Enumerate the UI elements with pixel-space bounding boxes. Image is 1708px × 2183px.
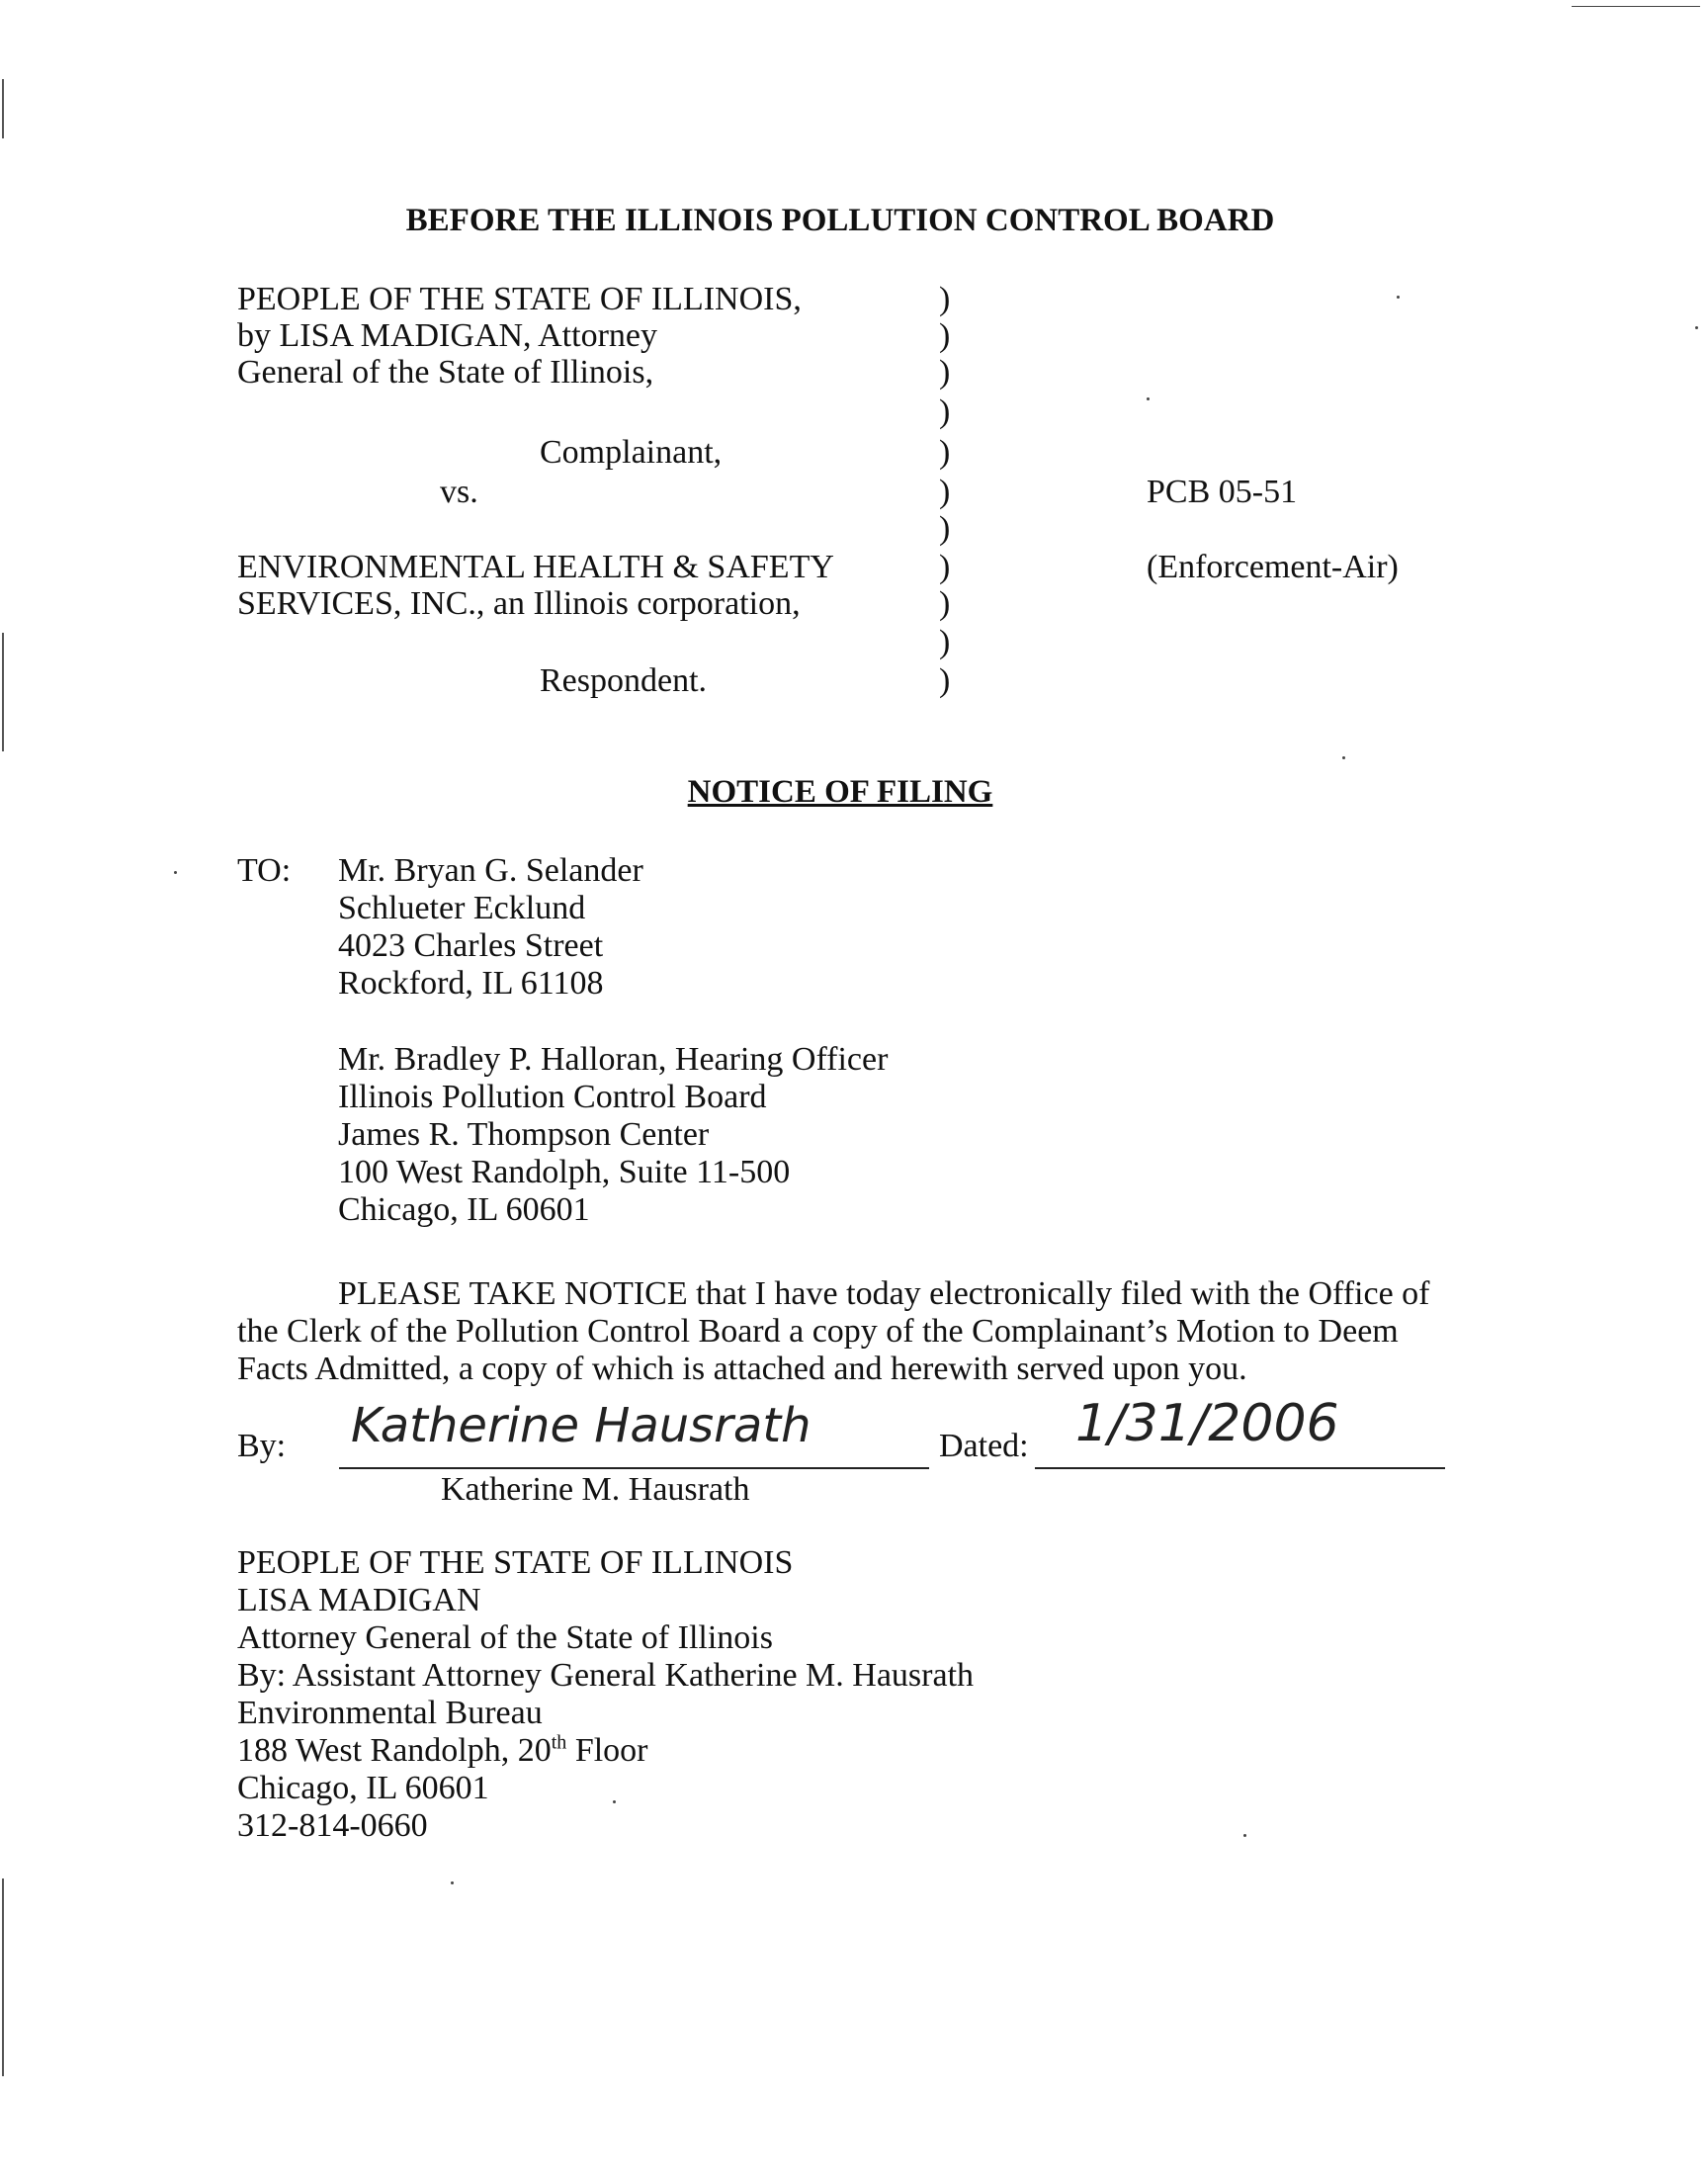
notice-title: NOTICE OF FILING [687, 774, 993, 810]
caption-paren: ) [939, 393, 951, 430]
caption-paren: ) [939, 474, 951, 510]
printed-name: Katherine M. Hausrath [441, 1471, 750, 1508]
signature-block-line: By: Assistant Attorney General Katherine M. Hausrath [237, 1657, 975, 1694]
caption-paren: ) [939, 434, 951, 471]
scan-speck [451, 1881, 454, 1884]
respondent-line: SERVICES, INC., an Illinois corporation, [237, 585, 801, 622]
complainant-role: Complainant, [540, 434, 723, 471]
complainant-line: by LISA MADIGAN, Attorney [237, 317, 657, 354]
recipient-line: Rockford, IL 61108 [338, 965, 604, 1002]
recipient-line: Illinois Pollution Control Board [338, 1079, 767, 1115]
caption-paren: ) [939, 510, 951, 547]
respondent-line: ENVIRONMENTAL HEALTH & SAFETY [237, 549, 834, 585]
address-sup: th [551, 1731, 567, 1754]
scan-speck [1397, 296, 1400, 299]
signature-block-line: Attorney General of the State of Illinois [237, 1619, 773, 1656]
caption-paren: ) [939, 662, 951, 699]
signature-block-line: LISA MADIGAN [237, 1582, 481, 1618]
case-type: (Enforcement-Air) [1147, 549, 1399, 585]
caption-paren: ) [939, 354, 951, 391]
versus-label: vs. [440, 474, 478, 510]
scan-margin-line [2, 633, 4, 751]
recipient-line: Chicago, IL 60601 [338, 1191, 590, 1228]
by-label: By: [237, 1428, 287, 1464]
signature-line [339, 1467, 929, 1469]
caption-paren: ) [939, 585, 951, 622]
scan-speck [1695, 326, 1698, 329]
scan-speck [613, 1800, 616, 1803]
case-number: PCB 05-51 [1147, 474, 1298, 510]
respondent-role: Respondent. [540, 662, 708, 699]
scan-margin-line [2, 79, 4, 138]
court-title: BEFORE THE ILLINOIS POLLUTION CONTROL BOARD [405, 203, 1275, 238]
scan-speck [1342, 756, 1345, 759]
scan-speck [174, 871, 177, 874]
dated-label: Dated: [939, 1428, 1029, 1464]
signature-block-phone: 312-814-0660 [237, 1807, 428, 1844]
recipient-line: Mr. Bryan G. Selander [338, 852, 643, 889]
handwritten-signature: Katherine Hausrath [351, 1398, 811, 1453]
recipient-line: James R. Thompson Center [338, 1116, 710, 1153]
recipient-line: Mr. Bradley P. Halloran, Hearing Officer [338, 1041, 889, 1078]
signature-block-address [237, 1731, 648, 1769]
scan-margin-line [2, 1878, 4, 2076]
notice-body: PLEASE TAKE NOTICE that I have today electronically filed with the Office of the Clerk of the Pollution Control Board a copy of the Complainant’s Motion to Deem Facts Admitted, a copy of which is attached and herewith served upon you. [237, 1275, 1430, 1387]
address-prefix: 188 West Randolph, 20 [237, 1732, 552, 1769]
caption-paren: ) [939, 624, 951, 660]
signature-block-city: Chicago, IL 60601 [237, 1770, 489, 1806]
caption-paren: ) [939, 549, 951, 585]
complainant-line: PEOPLE OF THE STATE OF ILLINOIS, [237, 281, 802, 317]
recipient-line: 100 West Randolph, Suite 11-500 [338, 1154, 791, 1190]
signature-block-line: PEOPLE OF THE STATE OF ILLINOIS [237, 1544, 794, 1581]
address-suffix: Floor [566, 1732, 648, 1769]
caption-paren: ) [939, 317, 951, 354]
handwritten-date: 1/31/2006 [1075, 1394, 1339, 1453]
recipient-line: 4023 Charles Street [338, 927, 604, 964]
scan-top-line [1572, 6, 1700, 7]
recipient-line: Schlueter Ecklund [338, 890, 586, 926]
to-label: TO: [237, 852, 292, 889]
caption-paren: ) [939, 281, 951, 317]
scan-speck [1243, 1834, 1246, 1837]
signature-block-line: Environmental Bureau [237, 1695, 543, 1731]
date-line [1035, 1467, 1445, 1469]
complainant-line: General of the State of Illinois, [237, 354, 654, 391]
scan-speck [1147, 397, 1150, 400]
